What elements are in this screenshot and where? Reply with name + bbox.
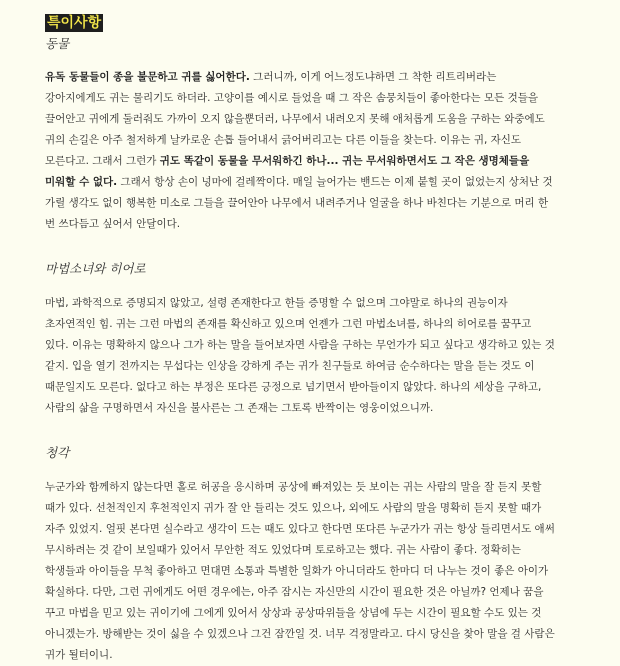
text-line bbox=[45, 214, 612, 235]
emphasis-text: 유독 동물들이 종을 불문하고 귀를 싫어한다. bbox=[45, 71, 250, 83]
text-line bbox=[45, 519, 612, 540]
emphasis-text: 미워할 수 없다. bbox=[45, 176, 118, 188]
section-magical-girl-and-hero bbox=[45, 259, 612, 419]
text-line bbox=[45, 540, 612, 561]
page-title: 특이사항 bbox=[47, 15, 102, 31]
body-text: 때문일지도 모른다. 없다고 하는 부정은 또다른 긍정으로 넘기면서 받아들이지 않았다. 하나의 세상을 구하고, bbox=[45, 381, 542, 393]
body-text: 가릴 생각도 없이 행복한 미소로 그들을 끌어안아 나무에서 내려주거나 얼굴을 하나 바친다는 기분으로 머리 한 bbox=[45, 197, 549, 209]
text-line bbox=[45, 377, 612, 398]
body-text: 그러니까, 이게 어느정도냐하면 그 착한 리트리버라는 bbox=[249, 71, 497, 83]
section-body bbox=[45, 67, 612, 235]
section-heading: 청각 bbox=[45, 445, 70, 460]
body-text: 모른다고. 그래서 그런가 bbox=[45, 155, 160, 167]
body-text: 누군가와 함께하지 않는다면 홀로 허공을 응시하며 공상에 빠져있는 듯 보이는 귀는 사람의 말을 잘 듣지 못할 bbox=[45, 481, 542, 493]
body-text: 강아지에게도 귀는 물리기도 하더라. 고양이를 예시로 들었을 때 그 작은 솜뭉치들이 좋아한다는 모든 것들을 bbox=[45, 92, 539, 104]
text-line bbox=[45, 130, 612, 151]
text-line bbox=[45, 356, 612, 377]
text-line bbox=[45, 477, 612, 498]
text-line bbox=[45, 314, 612, 335]
body-text: 번 쓰다듬고 싶어서 안달이다. bbox=[45, 218, 181, 230]
text-line bbox=[45, 645, 612, 666]
text-line bbox=[45, 293, 612, 314]
section-hearing bbox=[45, 443, 612, 666]
emphasis-text: 귀도 똑같이 동물을 무서워하긴 하나... 귀는 무서워하면서도 그 작은 생명체들을 bbox=[159, 155, 530, 167]
body-text: 같지. 입을 열기 전까지는 무섭다는 인상을 강하게 주는 귀가 친구들로 하여금 순수하다는 말을 듣는 것도 이 bbox=[45, 360, 535, 372]
text-line bbox=[45, 172, 612, 193]
section-heading: 동물 bbox=[45, 36, 70, 51]
text-line bbox=[45, 151, 612, 172]
text-line bbox=[45, 498, 612, 519]
body-text: 확실하다. 다만, 그런 귀에게도 어떤 경우에는, 아주 잠시는 자신만의 시간이 필요한 것은 아닐까? 언제나 꿈을 bbox=[45, 586, 544, 598]
section-body bbox=[45, 293, 612, 419]
body-text: 귀의 손길은 아주 철저하게 날카로운 손톱 들어내서 긁어버리고는 다른 이들을 찾는다. 이유는 귀, 자신도 bbox=[45, 134, 522, 146]
body-text: 사람의 삶을 구명하면서 자신을 불사른는 그 존재는 그토록 반짝이는 영웅이었으니까. bbox=[45, 402, 434, 414]
text-line bbox=[45, 67, 612, 88]
body-text: 자주 있었지. 얼핏 본다면 실수라고 생각이 드는 때도 있다고 한다면 또다른 누군가가 귀는 항상 들리면서도 애써 bbox=[45, 523, 555, 535]
body-text: 초자연적인 힘. 귀는 그런 마법의 존재를 확신하고 있으며 언젠가 그런 마법소녀를, 하나의 히어로를 꿈꾸고 bbox=[45, 318, 532, 330]
body-text: 무시하려는 것 같이 보일때가 있어서 무안한 적도 있었다며 토로하고는 했다. 귀는 사람이 좋다. 정확히는 bbox=[45, 544, 522, 556]
body-text: 꾸고 마법을 믿고 있는 귀이기에 그에게 있어서 상상과 공상따위들을 상념에 두는 시간이 필요할 수도 있는 것 bbox=[45, 607, 542, 619]
body-text: 그래서 항상 손이 넝마에 걸레짝이다. 매일 늘어가는 밴드는 이제 붙힐 곳이 없었는지 상처난 것 bbox=[117, 176, 553, 188]
body-text: 마법, 과학적으로 증명되지 않았고, 설령 존재한다고 한들 증명할 수 없으며 그야말로 하나의 권능이자 bbox=[45, 297, 508, 309]
body-text: 끌어안고 귀에게 둘러줘도 가까이 오지 않을뿐더러, 나무에서 내려오지 못해 애처롭게 도움을 구하는 와중에도 bbox=[45, 113, 545, 125]
section-animals bbox=[45, 34, 612, 235]
text-line bbox=[45, 582, 612, 603]
text-line bbox=[45, 398, 612, 419]
body-text: 있다. 이유는 명확하지 않으나 그가 하는 말을 들어보자면 사람을 구하는 무언가가 되고 싶다고 생각하고 있는 것 bbox=[45, 339, 555, 351]
text-line bbox=[45, 603, 612, 624]
text-line bbox=[45, 335, 612, 356]
body-text: 귀가 될터이니. bbox=[45, 649, 113, 661]
section-body bbox=[45, 477, 612, 666]
section-heading: 마법소녀와 히어로 bbox=[45, 261, 146, 276]
text-line bbox=[45, 561, 612, 582]
text-line bbox=[45, 88, 612, 109]
text-line bbox=[45, 193, 612, 214]
text-line bbox=[45, 624, 612, 645]
sections bbox=[45, 34, 612, 666]
body-text: 아니겠는가. 방해받는 것이 싫을 수 있겠으나 그건 잠깐일 것. 너무 걱정말라고. 다시 당신을 찾아 말을 걸 사람은 bbox=[45, 628, 555, 640]
body-text: 때가 있다. 선천적인지 후천적인지 귀가 잘 안 들리는 것도 있으나, 외에도 사람의 말을 명확히 듣지 못할 때가 bbox=[45, 502, 542, 514]
body-text: 학생들과 아이들을 무척 좋아하고 면대면 소통과 특별한 일화가 아니더라도 한마디 더 나누는 것이 좋은 아이가 bbox=[45, 565, 549, 577]
text-line bbox=[45, 109, 612, 130]
